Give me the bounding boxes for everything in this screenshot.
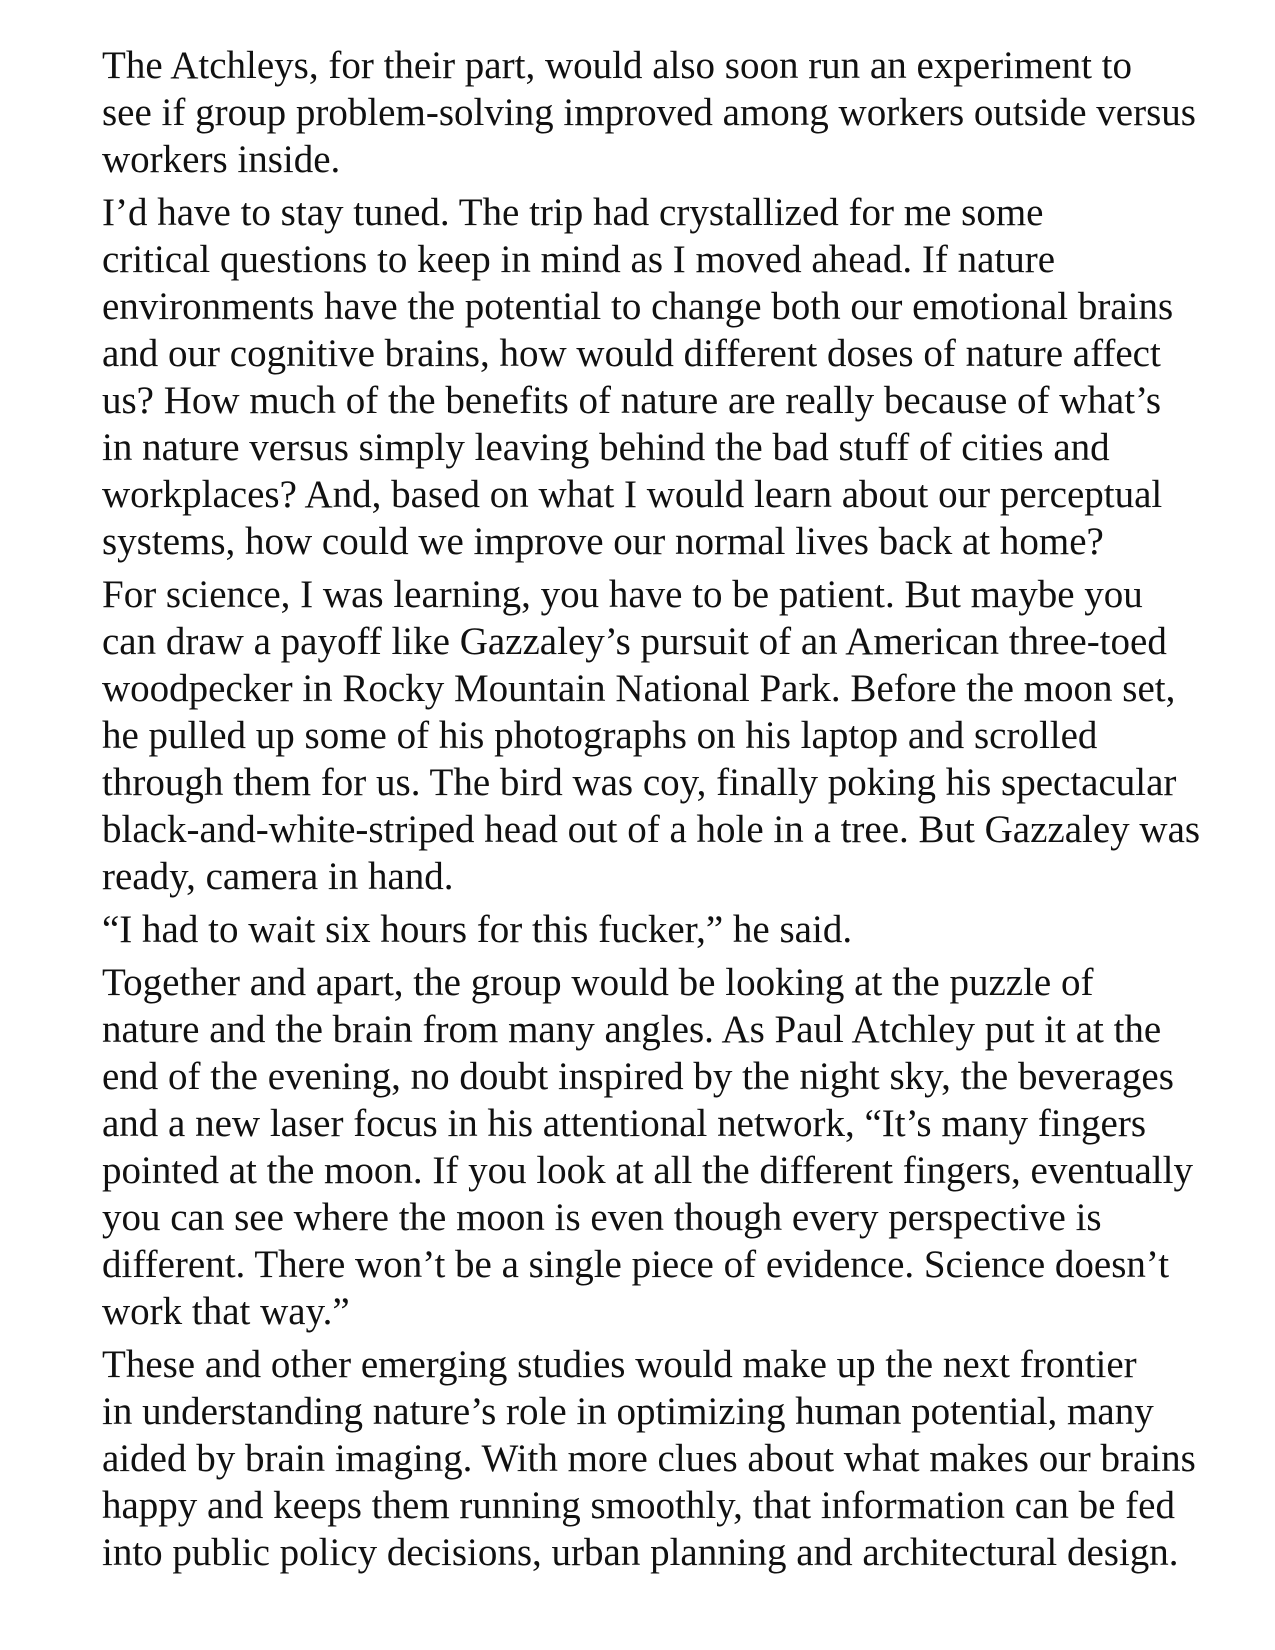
text-line: systems, how could we improve our normal lives back at home? <box>102 520 1104 563</box>
text-line: The Atchleys, for their part, would also soon run an experiment to <box>102 44 1132 87</box>
text-line: and a new laser focus in his attentional network, “It’s many fingers <box>102 1102 1147 1145</box>
text-line: “I had to wait six hours for this fucker,” he said. <box>102 908 853 951</box>
text-line: I’d have to stay tuned. The trip had crystallized for me some <box>102 191 1044 234</box>
text-line: he pulled up some of his photographs on his laptop and scrolled <box>102 714 1098 757</box>
text-line: work that way.” <box>102 1290 350 1333</box>
text-line: nature and the brain from many angles. As Paul Atchley put it at the <box>102 1008 1162 1051</box>
text-line: into public policy decisions, urban planning and architectural design. <box>102 1531 1179 1574</box>
paragraph-6 <box>42 1341 1227 1576</box>
text-line: happy and keeps them running smoothly, that information can be fed <box>102 1484 1175 1527</box>
text-line: Together and apart, the group would be looking at the puzzle of <box>102 961 1094 1004</box>
text-line: different. There won’t be a single piece of evidence. Science doesn’t <box>102 1243 1170 1286</box>
text-line: pointed at the moon. If you look at all the different fingers, eventually <box>102 1149 1193 1192</box>
text-line: aided by brain imaging. With more clues about what makes our brains <box>102 1437 1196 1480</box>
document-page <box>42 42 1227 1582</box>
text-line: black-and-white-striped head out of a hole in a tree. But Gazzaley was <box>102 808 1201 851</box>
paragraph-3 <box>42 571 1227 900</box>
paragraph-4 <box>42 906 1227 953</box>
text-line: critical questions to keep in mind as I moved ahead. If nature <box>102 238 1056 281</box>
text-line: and our cognitive brains, how would different doses of nature affect <box>102 332 1161 375</box>
text-line: end of the evening, no doubt inspired by the night sky, the beverages <box>102 1055 1174 1098</box>
text-line: us? How much of the benefits of nature are really because of what’s <box>102 379 1162 422</box>
text-line: in nature versus simply leaving behind the bad stuff of cities and <box>102 426 1110 469</box>
paragraph-1 <box>42 42 1227 183</box>
text-line: through them for us. The bird was coy, finally poking his spectacular <box>102 761 1177 804</box>
text-line: woodpecker in Rocky Mountain National Park. Before the moon set, <box>102 667 1176 710</box>
text-line: workplaces? And, based on what I would learn about our perceptual <box>102 473 1163 516</box>
text-line: ready, camera in hand. <box>102 855 454 898</box>
paragraph-5 <box>42 959 1227 1335</box>
text-line: For science, I was learning, you have to be patient. But maybe you <box>102 573 1143 616</box>
paragraph-2 <box>42 189 1227 565</box>
text-line: can draw a payoff like Gazzaley’s pursuit of an American three-toed <box>102 620 1167 663</box>
text-line: workers inside. <box>102 138 341 181</box>
text-line: see if group problem-solving improved among workers outside versus <box>102 91 1196 134</box>
text-line: environments have the potential to change both our emotional brains <box>102 285 1174 328</box>
text-line: These and other emerging studies would make up the next frontier <box>102 1343 1137 1386</box>
text-line: in understanding nature’s role in optimizing human potential, many <box>102 1390 1154 1433</box>
text-line: you can see where the moon is even though every perspective is <box>102 1196 1102 1239</box>
